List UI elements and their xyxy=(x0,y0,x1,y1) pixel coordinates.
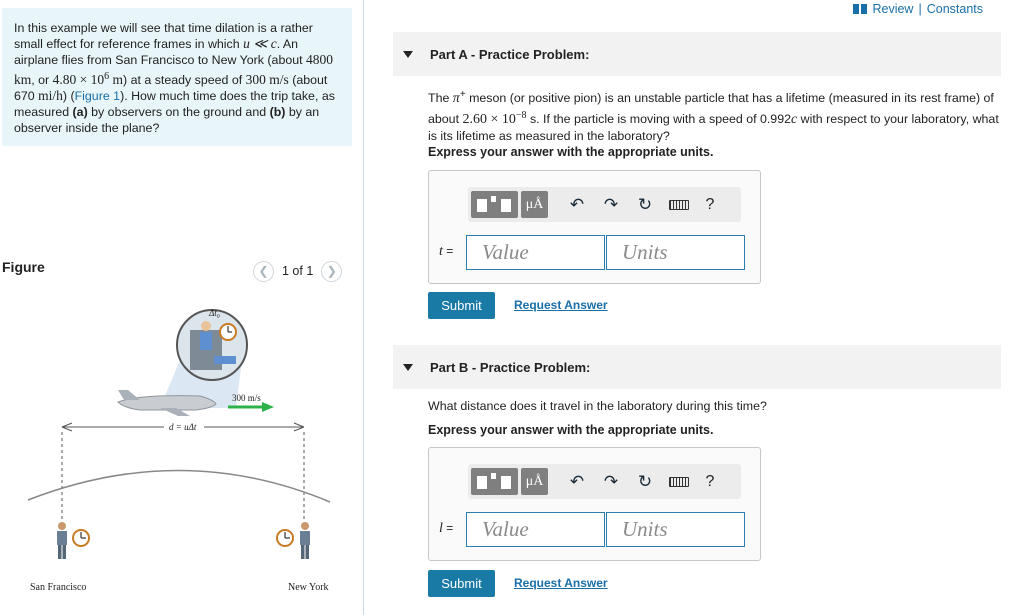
intro-part: by observers on the ground and xyxy=(87,105,270,120)
value-input[interactable]: Value xyxy=(466,235,605,270)
intro-bold: (a) xyxy=(72,105,88,120)
figure-heading: Figure xyxy=(2,259,45,275)
equals-sign: = xyxy=(442,521,454,535)
part-a-answer-box xyxy=(428,170,761,284)
keyboard-icon[interactable] xyxy=(669,477,689,487)
book-icon xyxy=(853,4,867,14)
question-part: . If the particle is moving with a speed of 0.992 xyxy=(536,112,791,127)
part-b-request-answer-link[interactable]: Request Answer xyxy=(514,576,608,590)
collapse-triangle-icon[interactable] xyxy=(403,51,413,58)
link-separator: | xyxy=(918,2,922,16)
part-b-answer-box xyxy=(428,447,761,561)
collapse-triangle-icon[interactable] xyxy=(403,364,413,371)
part-b-submit-button[interactable]: Submit xyxy=(428,570,495,597)
intro-math: 4.80 × 10 xyxy=(52,71,105,87)
pi-symbol: π xyxy=(452,91,460,107)
units-input[interactable]: Units xyxy=(606,235,745,270)
intro-bold: (b) xyxy=(269,105,286,120)
variable-label xyxy=(439,521,453,537)
left-panel xyxy=(0,0,364,615)
part-a-submit-button[interactable]: Submit xyxy=(428,292,495,319)
intro-math: u ≪ c xyxy=(243,36,277,52)
redo-icon[interactable]: ↷ xyxy=(603,194,619,214)
figure-illustration xyxy=(0,290,364,610)
math-toolbar xyxy=(468,464,741,499)
passenger-body xyxy=(200,332,212,350)
intro-exponent: 6 xyxy=(104,70,110,82)
template-grid-icon[interactable] xyxy=(471,191,518,218)
earth-curve xyxy=(28,470,330,502)
velocity-arrowhead xyxy=(262,402,274,412)
dt0-label: Δt₀ xyxy=(209,308,220,318)
units-symbol-button[interactable]: μÅ xyxy=(521,191,548,218)
intro-part: ) at a steady speed of xyxy=(123,72,246,87)
help-icon[interactable]: ? xyxy=(705,195,715,213)
part-a-header[interactable] xyxy=(393,32,1001,76)
intro-part: ) ( xyxy=(62,88,75,103)
pi-charge: + xyxy=(459,89,466,100)
observer-head xyxy=(301,522,309,530)
value-input[interactable]: Value xyxy=(466,512,605,547)
part-a-title: Part A - Practice Problem: xyxy=(430,46,590,62)
chevron-left-icon[interactable]: ❮ xyxy=(253,261,274,282)
part-b-header[interactable] xyxy=(393,345,1001,389)
constants-link[interactable]: Constants xyxy=(926,2,983,16)
question-part: The xyxy=(428,91,453,106)
c-symbol: c xyxy=(790,112,798,128)
variable-name: t xyxy=(439,244,443,259)
left-city-label: San Francisco xyxy=(30,582,87,593)
intro-part: , or xyxy=(31,72,53,87)
part-a-question xyxy=(428,86,1003,145)
observer-body xyxy=(57,531,67,545)
reset-icon[interactable]: ↻ xyxy=(637,471,653,491)
variable-label xyxy=(439,244,453,260)
keyboard-icon[interactable] xyxy=(669,200,689,210)
lifetime-unit: s xyxy=(526,112,537,127)
intro-part: In this example we will see that time dilation is a rather small effect for reference frames in which xyxy=(14,21,313,52)
undo-icon[interactable]: ↶ xyxy=(569,471,585,491)
part-a-request-answer-link[interactable]: Request Answer xyxy=(514,298,608,312)
observer-leg xyxy=(63,545,67,559)
intro-part: by an observer inside the plane? xyxy=(14,105,320,136)
intro-part: (about 670 xyxy=(14,72,328,103)
lifetime-exponent: −8 xyxy=(515,110,527,122)
observer-leg xyxy=(301,545,305,559)
part-a-express: Express your answer with the appropriate units. xyxy=(428,145,714,159)
units-symbol-button[interactable]: μÅ xyxy=(521,468,548,495)
right-city-label: New York xyxy=(288,582,329,593)
distance-label: d = uΔt xyxy=(169,422,197,432)
figure-link[interactable]: Figure 1 xyxy=(74,88,121,103)
chevron-right-icon[interactable]: ❯ xyxy=(321,261,342,282)
review-constants-links xyxy=(853,2,983,16)
intro-part: ). How much time does the trip take, as measured xyxy=(14,88,335,120)
part-b-title: Part B - Practice Problem: xyxy=(430,359,591,375)
observer-head xyxy=(58,522,66,530)
undo-icon[interactable]: ↶ xyxy=(569,194,585,214)
airplane-tail xyxy=(118,390,140,400)
intro-math: mi/h xyxy=(38,87,63,103)
speed-label: 300 m/s xyxy=(232,393,261,403)
template-grid-icon[interactable] xyxy=(471,468,518,495)
help-icon[interactable]: ? xyxy=(705,472,715,490)
observer-leg xyxy=(58,545,62,559)
figure-pager xyxy=(253,260,342,282)
intro-text xyxy=(2,8,352,146)
part-b-question: What distance does it travel in the laboratory during this time? xyxy=(428,399,767,413)
intro-math: 300 m/s xyxy=(245,71,289,87)
passenger-legs xyxy=(214,356,236,364)
intro-math: 4800 km xyxy=(14,52,334,87)
lifetime-value: 2.60 × 10 xyxy=(462,112,516,128)
passenger-head xyxy=(201,321,211,331)
observer-leg xyxy=(306,545,310,559)
equals-sign: = xyxy=(442,244,454,258)
review-link[interactable]: Review xyxy=(872,2,914,16)
intro-math: m xyxy=(109,71,124,87)
variable-name: l xyxy=(439,521,443,536)
part-b-express: Express your answer with the appropriate units. xyxy=(428,423,714,437)
redo-icon[interactable]: ↷ xyxy=(603,471,619,491)
question-part: with respect to your laboratory, what is its lifetime as measured in the laboratory? xyxy=(428,112,999,144)
figure-count: 1 of 1 xyxy=(282,264,314,278)
reset-icon[interactable]: ↻ xyxy=(637,194,653,214)
observer-body xyxy=(300,531,310,545)
math-toolbar xyxy=(468,187,741,222)
intro-part: . An airplane flies from San Francisco to New York (about xyxy=(14,37,307,68)
units-input[interactable]: Units xyxy=(606,512,745,547)
question-part: meson (or positive pion) is an unstable particle that has a lifetime (measured in its rest frame) of about xyxy=(428,91,994,127)
